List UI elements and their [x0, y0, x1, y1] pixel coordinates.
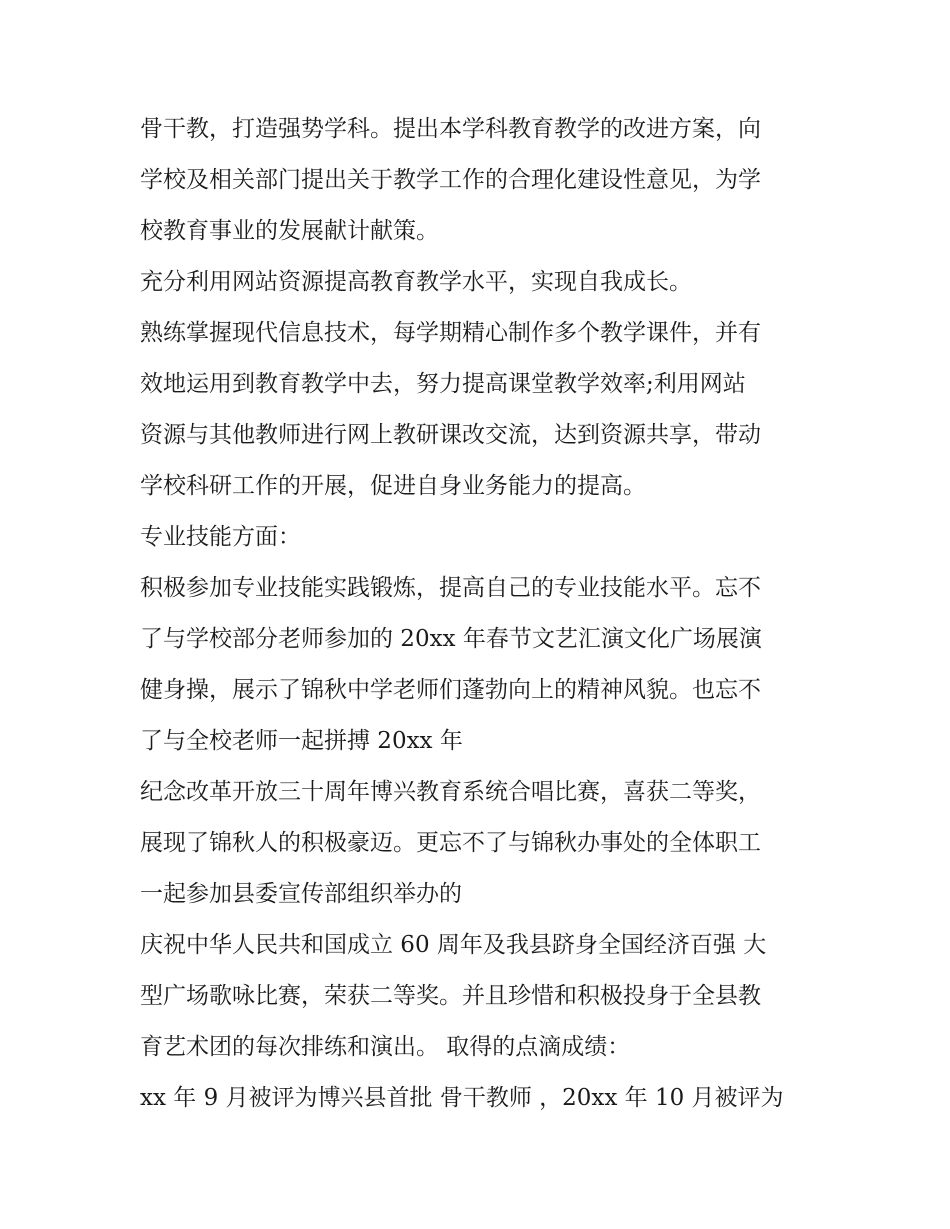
text-line: 纪念改革开放三十周年博兴教育系统合唱比赛，喜获二等奖，: [140, 779, 761, 805]
text-line: 了与学校部分老师参加的 20xx 年春节文艺汇演文化广场展演: [140, 626, 762, 652]
text-line: 展现了锦秋人的积极豪迈。更忘不了与锦秋办事处的全体职工: [140, 830, 761, 856]
text-line: 骨干教，打造强势学科。提出本学科教育教学的改进方案，向: [140, 116, 761, 142]
text-line: 学校及相关部门提出关于教学工作的合理化建设性意见，为学: [140, 167, 761, 193]
text-line: 了与全校老师一起拼搏 20xx 年: [140, 728, 463, 754]
text-line: xx 年 9 月被评为博兴县首批 骨干教师 ，20xx 年 10 月被评为: [140, 1085, 784, 1111]
text-line: 充分利用网站资源提高教育教学水平，实现自我成长。: [140, 269, 692, 295]
text-line: 效地运用到教育教学中去，努力提高课堂教学效率;利用网站: [140, 371, 746, 397]
text-line: 校教育事业的发展献计献策。: [140, 218, 439, 244]
text-line: 资源与其他教师进行网上教研课改交流，达到资源共享，带动: [140, 422, 761, 448]
text-line: 学校科研工作的开展，促进自身业务能力的提高。: [140, 473, 646, 499]
document-body: [140, 104, 820, 1124]
text-line: 一起参加县委宣传部组织举办的: [140, 881, 462, 907]
section-heading: 专业技能方面：: [140, 524, 301, 550]
text-line: 型广场歌咏比赛，荣获二等奖。并且珍惜和积极投身于全县教: [140, 983, 761, 1009]
text-line: 健身操，展示了锦秋中学老师们蓬勃向上的精神风貌。也忘不: [140, 677, 761, 703]
text-line: 庆祝中华人民共和国成立 60 周年及我县跻身全国经济百强 大: [140, 932, 767, 958]
text-line: 积极参加专业技能实践锻炼，提高自己的专业技能水平。忘不: [140, 575, 761, 601]
text-line: 育艺术团的每次排练和演出。 取得的点滴成绩：: [140, 1034, 631, 1060]
text-line: 熟练掌握现代信息技术，每学期精心制作多个教学课件，并有: [140, 320, 761, 346]
